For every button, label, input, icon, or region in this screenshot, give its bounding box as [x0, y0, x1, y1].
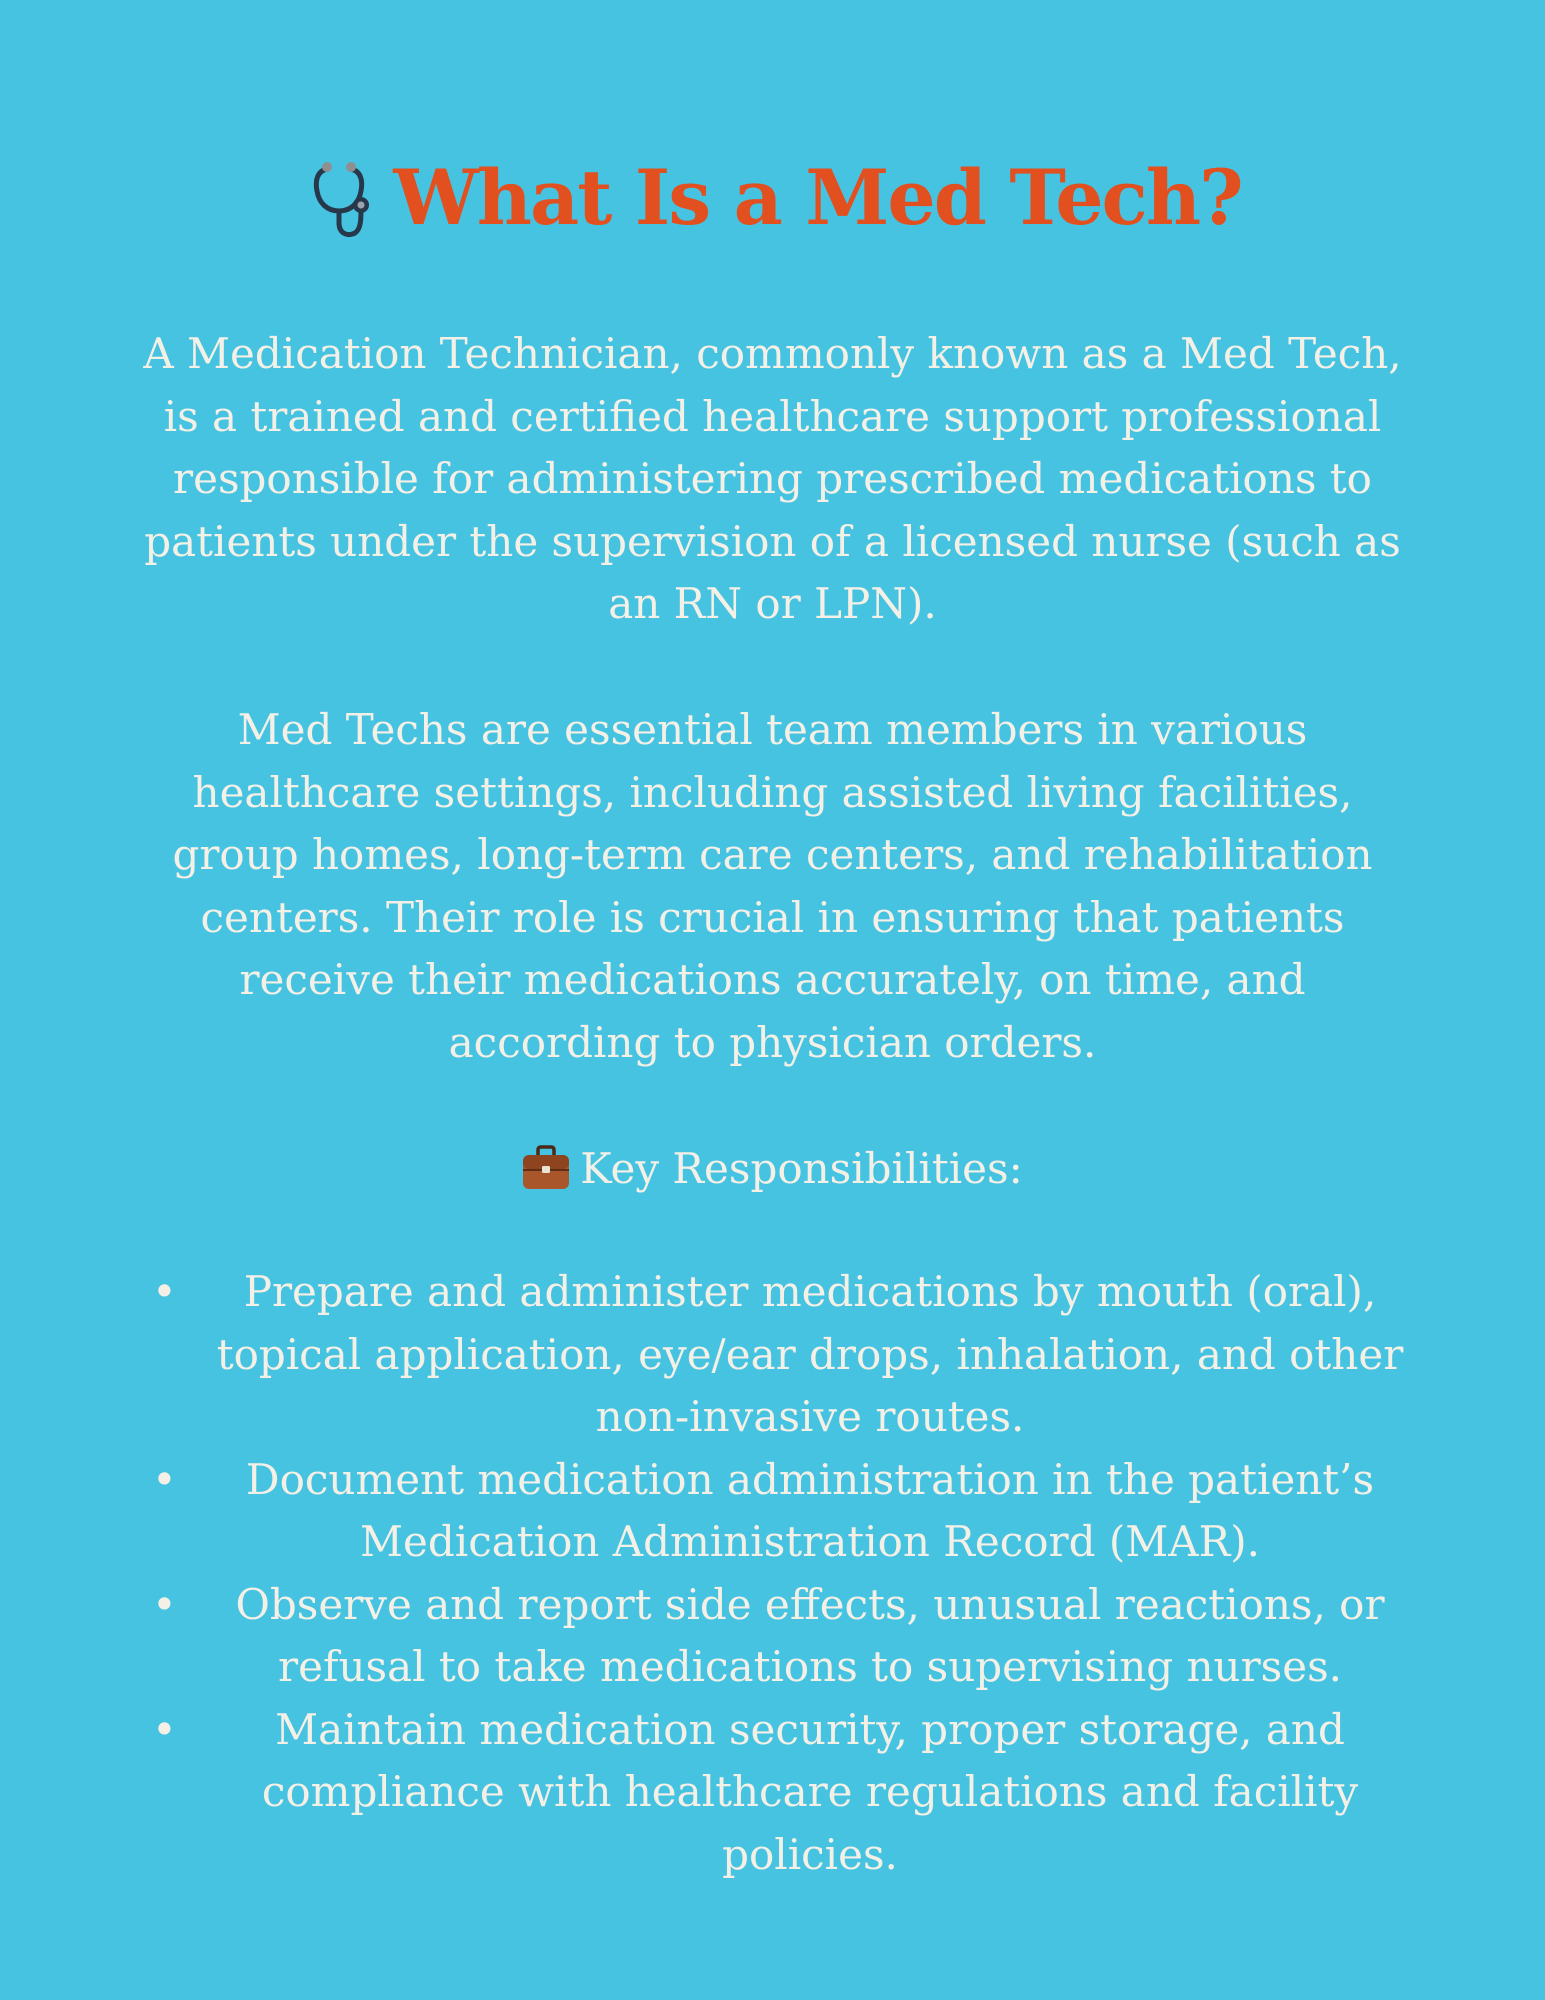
list-item: [140, 1449, 1415, 1574]
list-item: [140, 1261, 1415, 1449]
list-bullet: •: [152, 1704, 177, 1754]
list-item-text: Maintain medication security, proper storage, and compliance with healthcare regulations and facility policies.: [261, 1704, 1359, 1879]
list-bullet: •: [152, 1454, 177, 1504]
list-item: [140, 1699, 1415, 1887]
list-item-text: Document medication administration in the patient’s Medication Administration Record (MAR).: [245, 1454, 1375, 1566]
responsibilities-heading: Key Responsibilities:: [580, 1143, 1023, 1193]
intro-paragraph-2: Med Techs are essential team members in various healthcare settings, including assisted living facilities, group homes, long-term care centers, and rehabilitation centers. Their role is crucial in ensuring that patients receive their medications accurately, on time, and according to physician orders.: [172, 705, 1373, 1067]
responsibilities-heading-row: [0, 1137, 1545, 1199]
list-item-text: Prepare and administer medications by mouth (oral), topical application, eye/ear drops, inhalation, and other non-invasive routes.: [216, 1267, 1404, 1441]
list-bullet: •: [152, 1579, 177, 1629]
list-item-text: Observe and report side effects, unusual reactions, or refusal to take medications to supervising nurses.: [235, 1579, 1385, 1691]
stethoscope-icon: [303, 157, 379, 243]
page-title: What Is a Med Tech?: [393, 153, 1242, 242]
intro-paragraph-1: A Medication Technician, commonly known as a Med Tech, is a trained and certified healthcare support professional responsible for administering prescribed medications to patients under the supervision of a licensed nurse (such as an RN or LPN).: [143, 329, 1402, 628]
briefcase-icon: [522, 1145, 570, 1191]
responsibilities-list: [140, 1261, 1415, 1886]
list-bullet: •: [152, 1267, 177, 1316]
list-item: [140, 1574, 1415, 1699]
title-row: [0, 148, 1545, 248]
